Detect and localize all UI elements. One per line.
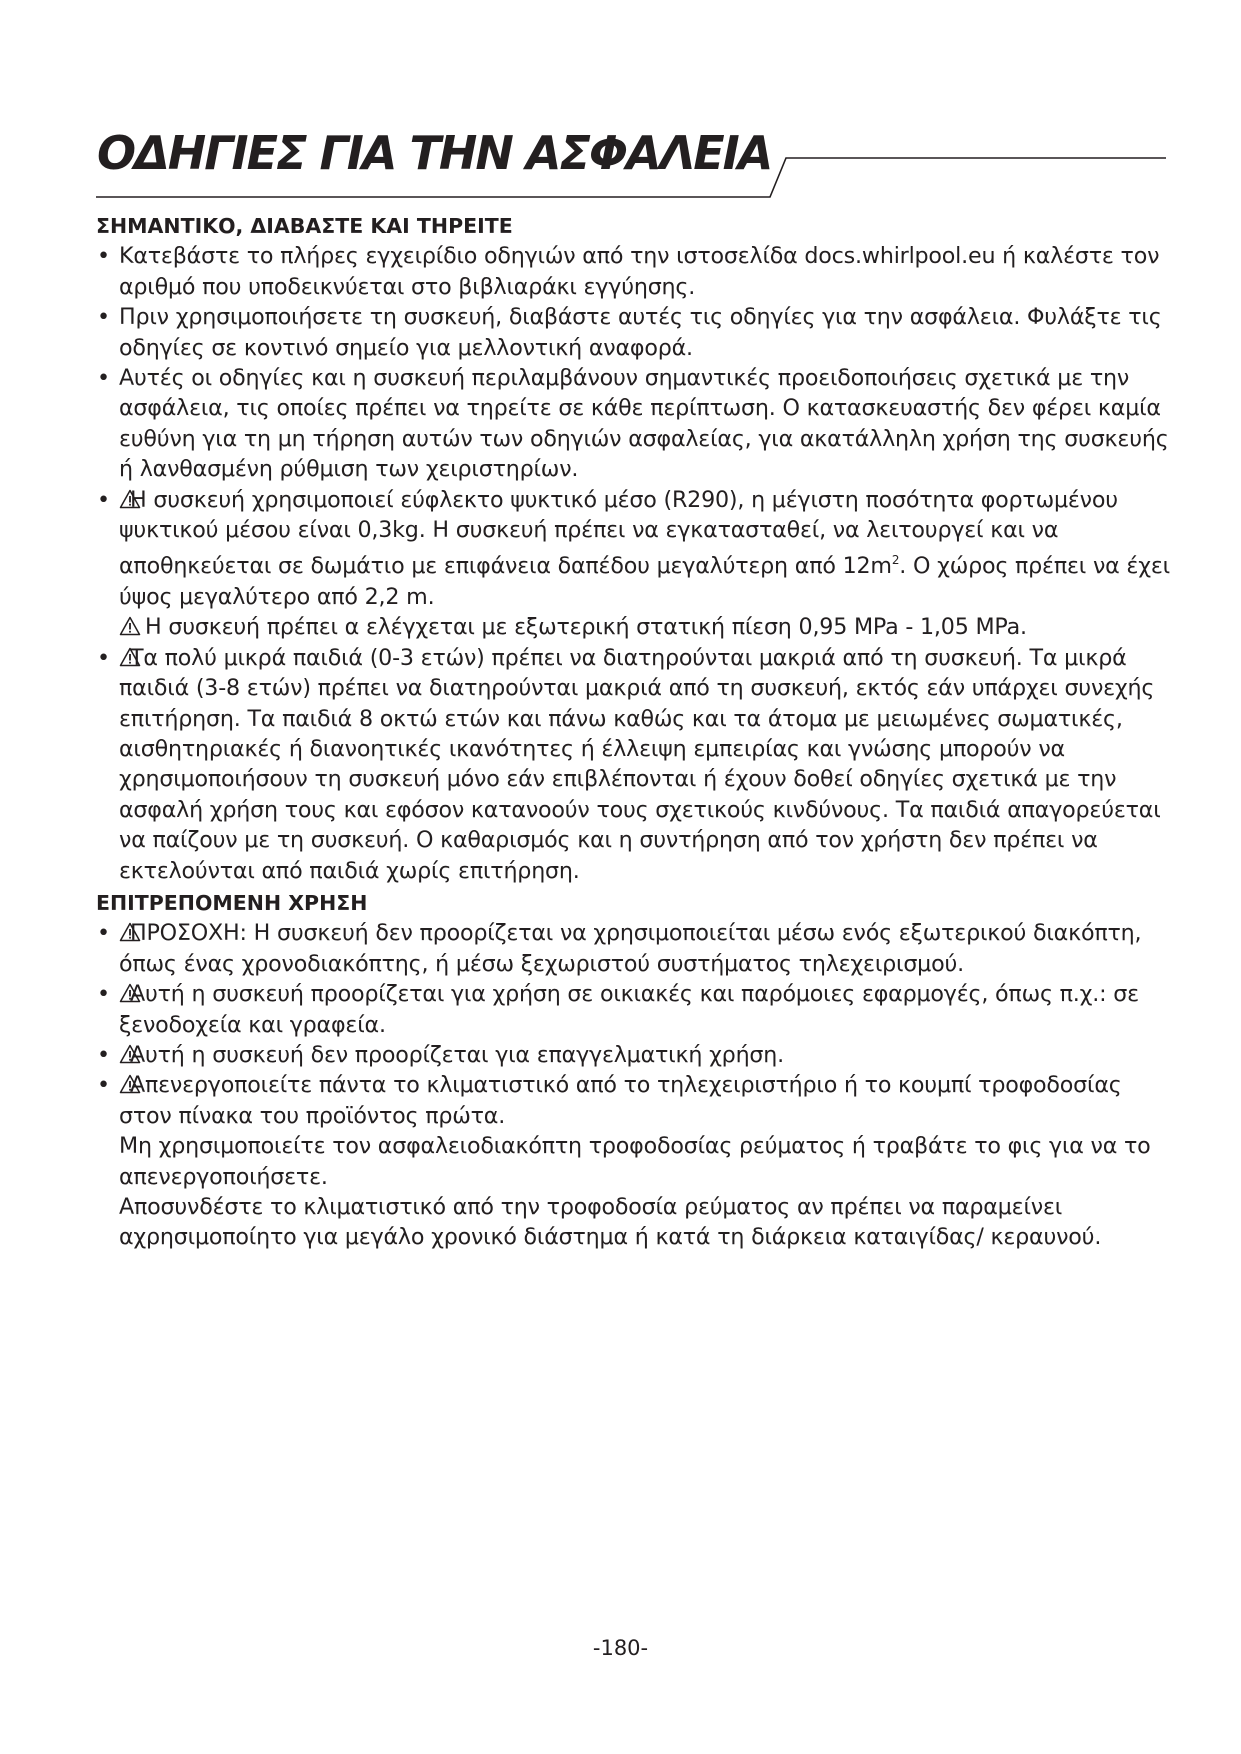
list-item	[96, 1070, 1176, 1252]
list-item	[96, 363, 1176, 485]
pressure-note	[119, 612, 1176, 642]
bullet-text: Η συσκευή χρησιμοποιεί εύφλεκτο ψυκτικό μέσο (R290), η μέγιστη ποσότητα φορτωμένου ψυκτικού μέσου είναι 0,3kg. Η συσκευή πρέπει να εγκατασταθεί, να λειτουργεί και να αποθηκεύεται σε δωμάτιο με επιφάνεια δαπέδου μεγαλύτερη από 12m	[119, 486, 1118, 580]
bullet-text: Αυτή η συσκευή προορίζεται για χρήση σε οικιακές και παρόμοιες εφαρμογές, όπως π.χ.: σε ξενοδοχεία και γραφεία.	[119, 981, 1139, 1038]
bullet-text: Αυτές οι οδηγίες και η συσκευή περιλαμβάνουν σημαντικές προειδοποιήσεις σχετικά με την ασφάλεια, τις οποίες πρέπει να τηρείτε σε κάθε περίπτωση. Ο κατασκευαστής δεν φέρει καμία ευθύνη για τη μη τήρηση αυτών των οδηγιών ασφαλείας, για ακατάλληλη χρήση της συσκευής ή λανθασμένη ρύθμιση των χειριστηρίων.	[119, 365, 1169, 483]
bullet-text: Πριν χρησιμοποιήσετε τη συσκευή, διαβάστε αυτές τις οδηγίες για την ασφάλεια. Φυλάξτε τις οδηγίες σε κοντινό σημείο για μελλοντική αναφορά.	[119, 304, 1162, 361]
important-list	[96, 241, 1176, 886]
safety-content	[96, 211, 1176, 1253]
page-title: ΟΔΗΓΙΕΣ ΓΙΑ ΤΗΝ ΑΣΦΑΛΕΙΑ	[97, 126, 772, 180]
section-heading-permitted-use: ΕΠΙΤΡΕΠΟΜΕΝΗ ΧΡΗΣΗ	[96, 890, 368, 915]
list-item	[96, 1040, 1176, 1070]
section-heading-important: ΣΗΜΑΝΤΙΚΟ, ΔΙΑΒΑΣΤΕ ΚΑΙ ΤΗΡΕΙΤΕ	[96, 214, 513, 238]
list-item	[96, 485, 1176, 643]
bullet-text: Τα πολύ μικρά παιδιά (0-3 ετών) πρέπει να διατηρούνται μακριά από τη συσκευή. Τα μικρά παιδιά (3-8 ετών) πρέπει να διατηρούνται μακριά από τη συσκευή, εκτός εάν υπάρχει συνεχής επιτήρηση. Τα παιδιά 8 οκτώ ετών και πάνω καθώς και τα άτομα με μειωμένες σωματικές, αισθητηριακές ή διανοητικές ικανότητες ή έλλειψη εμπειρίας και γνώσης μπορούν να χρησιμοποιήσουν τη συσκευή μόνο εάν επιβλέπονται ή έχουν δοθεί οδηγίες σχετικά με την ασφαλή χρήση τους και εφόσον κατανοούν τους σχετικούς κινδύνους. Τα παιδιά απαγορεύεται να παίζουν με τη συσκευή. Ο καθαρισμός και η συντήρηση από τον χρήστη δεν πρέπει να εκτελούνται από παιδιά χωρίς επιτήρηση.	[119, 644, 1161, 884]
bullet-paragraph: Μη χρησιμοποιείτε τον ασφαλειοδιακόπτη τροφοδοσίας ρεύματος ή τραβάτε το φις για να το απενεργοποιήσετε.	[119, 1133, 1151, 1190]
list-item	[96, 241, 1176, 302]
bullet-text: Κατεβάστε το πλήρες εγχειρίδιο οδηγιών από την ιστοσελίδα docs.whirlpool.eu ή καλέστε τον αριθμό που υποδεικνύεται στο βιβλιαράκι εγγύησης.	[119, 243, 1160, 300]
list-item	[96, 302, 1176, 363]
warning-triangle-icon	[119, 616, 141, 636]
bullet-text: Αυτή η συσκευή δεν προορίζεται για επαγγελματική χρήση.	[130, 1041, 785, 1068]
page-number: -180-	[592, 1636, 649, 1660]
title-underline-rule	[0, 0, 1241, 220]
superscript: 2	[891, 553, 900, 568]
bullet-paragraph: Αποσυνδέστε το κλιματιστικό από την τροφοδοσία ρεύματος αν πρέπει να παραμείνει αχρησιμοποίητο για μεγάλο χρονικό διάστημα ή κατά τη διάρκεια καταιγίδας/ κεραυνού.	[119, 1194, 1102, 1251]
list-item	[96, 643, 1176, 886]
list-item	[96, 979, 1176, 1040]
pressure-note-text: Η συσκευή πρέπει α ελέγχεται με εξωτερική στατική πίεση 0,95 MPa - 1,05 MPa.	[145, 614, 1027, 641]
bullet-text-tail: . Ο χώρος πρέπει να έχει ύψος μεγαλύτερο από 2,2 m.	[119, 553, 1170, 610]
bullet-text: ΠΡΟΣΟΧΗ: Η συσκευή δεν προορίζεται να χρησιμοποιείται μέσω ενός εξωτερικού διακόπτη, όπως ένας χρονοδιακόπτης, ή μέσω ξεχωριστού συστήματος τηλεχειρισμού.	[119, 920, 1142, 977]
bullet-text: Απενεργοποιείτε πάντα το κλιματιστικό από το τηλεχειριστήριο ή το κουμπί τροφοδοσίας στον πίνακα του προϊόντος πρώτα.	[119, 1072, 1122, 1129]
list-item	[96, 918, 1176, 979]
permitted-use-list	[96, 918, 1176, 1252]
